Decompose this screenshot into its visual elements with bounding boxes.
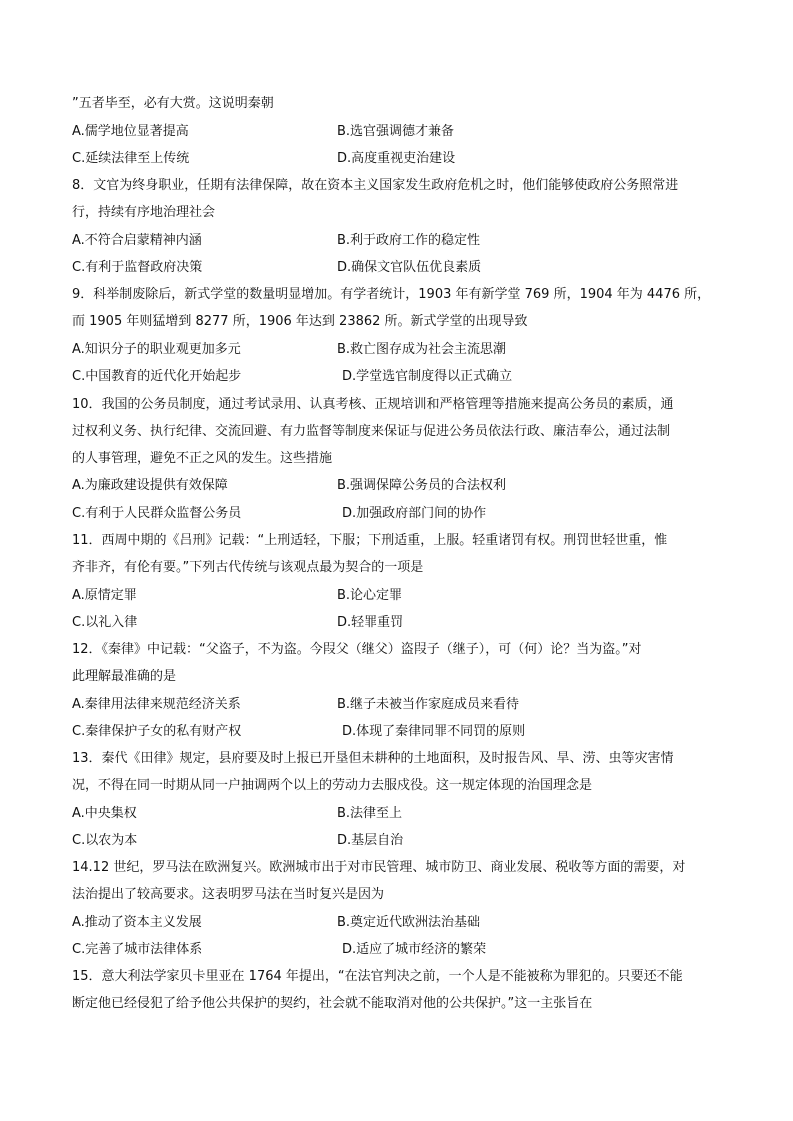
question-14-option-a: A.推动了资本主义发展 (72, 915, 202, 930)
question-8-option-c: C.有利于监督政府决策 (72, 260, 203, 275)
question-13-option-a: A.中央集权 (72, 806, 137, 821)
question-11-option-b: B.论心定罪 (337, 588, 403, 603)
question-11-stem-line-1: 11．西周中期的《吕刑》记载：“上刑适轻，下服；下刑适重，上服。轻重诸罚有权。刑罚世轻世重，惟 (72, 533, 668, 548)
question-9-option-d: D.学堂选官制度得以正式确立 (342, 369, 513, 384)
question-9-stem-line-1: 9．科举制废除后，新式学堂的数量明显增加。有学者统计，1903 年有新学堂 769 所，1904 年为 4476 所， (72, 287, 711, 302)
question-11-stem-line-2: 齐非齐，有伦有要。”下列古代传统与该观点最为契合的一项是 (72, 560, 424, 575)
question-12-stem-line-1: 12．《秦律》中记载：“父盗子，不为盗。今叚父（继父）盗叚子（继子），可（何）论？当为盗。”对 (72, 642, 642, 657)
question-14-option-b: B.奠定近代欧洲法治基础 (337, 915, 481, 930)
question-7-option-a: A.儒学地位显著提高 (72, 124, 189, 139)
question-10-option-b: B.强调保障公务员的合法权利 (337, 478, 507, 493)
question-13-option-c: C.以农为本 (72, 833, 138, 848)
question-8-option-b: B.利于政府工作的稳定性 (337, 233, 481, 248)
question-12-option-d: D.体现了秦律同罪不同罚的原则 (342, 724, 526, 739)
question-14-option-c: C.完善了城市法律体系 (72, 942, 203, 957)
question-11-option-d: D.轻罪重罚 (337, 615, 404, 630)
question-7-option-d: D.高度重视吏治建设 (337, 151, 456, 166)
question-10-option-a: A.为廉政建设提供有效保障 (72, 478, 228, 493)
question-14-option-d: D.适应了城市经济的繁荣 (342, 942, 487, 957)
question-8-stem-line-2: 行，持续有序地治理社会 (72, 205, 216, 220)
question-10-stem-line-3: 的人事管理，避免不正之风的发生。这些措施 (72, 451, 333, 466)
question-9-option-b: B.救亡图存成为社会主流思潮 (337, 342, 507, 357)
question-13-option-d: D.基层自治 (337, 833, 404, 848)
question-10-stem-line-1: 10．我国的公务员制度，通过考试录用、认真考核、正规培训和严格管理等措施来提高公务员的素质，通 (72, 397, 674, 412)
question-7-option-c: C.延续法律至上传统 (72, 151, 190, 166)
question-10-option-d: D.加强政府部门间的协作 (342, 506, 487, 521)
question-13-stem-line-1: 13．秦代《田律》规定，县府要及时上报已开垦但未耕种的土地面积，及时报告风、旱、涝、虫等灾害情 (72, 751, 674, 766)
question-7-option-b: B.选官强调德才兼备 (337, 124, 455, 139)
question-12-option-b: B.继子未被当作家庭成员来看待 (337, 697, 520, 712)
question-13-stem-line-2: 况，不得在同一时期从同一户抽调两个以上的劳动力去服戍役。这一规定体现的治国理念是 (72, 778, 593, 793)
question-12-option-c: C.秦律保护子女的私有财产权 (72, 724, 242, 739)
question-10-stem-line-2: 过权利义务、执行纪律、交流回避、有力监督等制度来保证与促进公务员依法行政、廉洁奉公，通过法制 (72, 424, 671, 439)
question-7-stem: ”五者毕至，必有大赏。这说明秦朝 (72, 96, 274, 111)
question-8-stem-line-1: 8．文官为终身职业，任期有法律保障，故在资本主义国家发生政府危机之时，他们能够使政府公务照常进 (72, 178, 679, 193)
question-8-option-d: D.确保文官队伍优良素质 (337, 260, 482, 275)
question-10-option-c: C.有利于人民群众监督公务员 (72, 506, 242, 521)
question-13-option-b: B.法律至上 (337, 806, 403, 821)
question-11-option-c: C.以礼入律 (72, 615, 138, 630)
question-8-option-a: A.不符合启蒙精神内涵 (72, 233, 202, 248)
question-14-stem-line-2: 法治提出了较高要求。这表明罗马法在当时复兴是因为 (72, 887, 385, 902)
question-9-option-a: A.知识分子的职业观更加多元 (72, 342, 241, 357)
question-9-stem-line-2: 而 1905 年则猛增到 8277 所，1906 年达到 23862 所。新式学堂的出现导致 (72, 314, 528, 329)
question-12-stem-line-2: 此理解最准确的是 (72, 669, 177, 684)
question-9-option-c: C.中国教育的近代化开始起步 (72, 369, 242, 384)
question-11-option-a: A.原情定罪 (72, 588, 137, 603)
question-14-stem-line-1: 14.12 世纪，罗马法在欧洲复兴。欧洲城市出于对市民管理、城市防卫、商业发展、税收等方面的需要，对 (72, 860, 686, 875)
question-12-option-a: A.秦律用法律来规范经济关系 (72, 697, 241, 712)
question-15-stem-line-1: 15．意大利法学家贝卡里亚在 1764 年提出，“在法官判决之前，一个人是不能被称为罪犯的。只要还不能 (72, 969, 683, 984)
question-15-stem-line-2: 断定他已经侵犯了给予他公共保护的契约，社会就不能取消对他的公共保护。”这一主张旨在 (72, 996, 593, 1011)
